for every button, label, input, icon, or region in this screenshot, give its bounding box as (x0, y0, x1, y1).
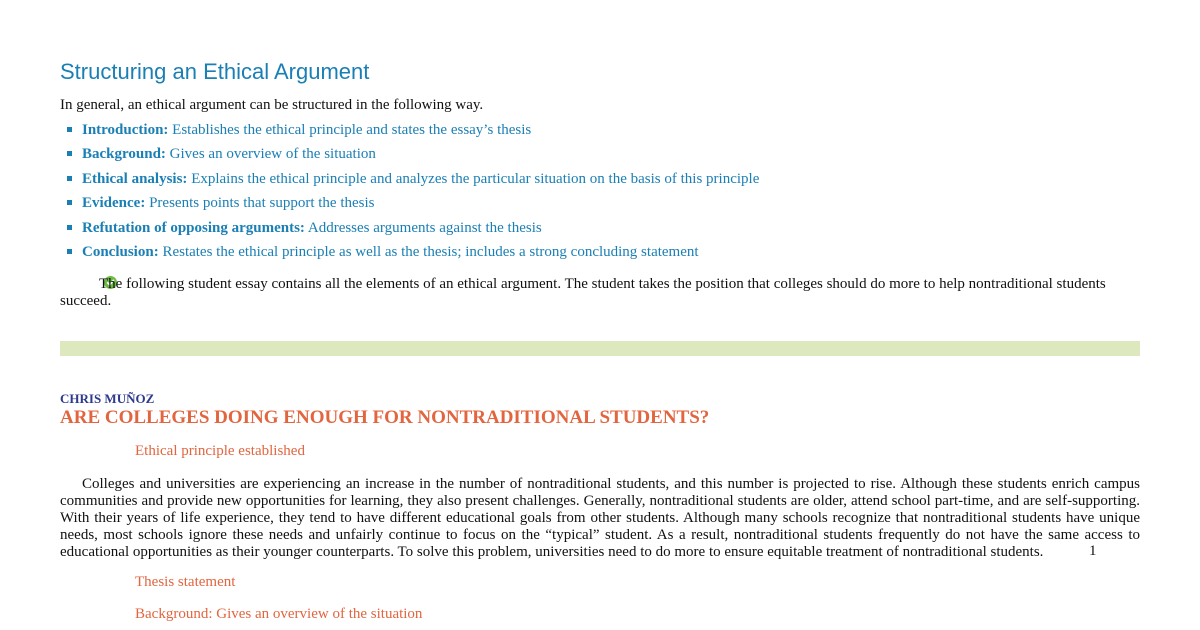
element-term: Ethical analysis: (82, 170, 188, 187)
essay-note (60, 276, 1140, 310)
element-term: Background: (82, 146, 166, 163)
paragraph-number: 1 (1089, 543, 1097, 559)
element-term: Refutation of opposing arguments: (82, 219, 305, 236)
element-description: Establishes the ethical principle and states the essay’s thesis (168, 122, 532, 138)
element-term: Evidence: (82, 195, 146, 212)
bullet-square-icon (67, 151, 72, 156)
essay-paragraph: Colleges and universities are experiencing an increase in the number of nontraditional students, and this number is projected to rise. Although these students enrich campus communities and provide new opportunities for learning, they also present challenges. Generally, nontraditional students are older, attend school part-time, and are self-supporting. With their years of life experience, they tend to have different educational goals from other students. Although many schools recognize that nontraditional students have unique needs, most schools ignore these needs and unfairly continue to focus on the “typical” student. As a result, nontraditional students frequently do not have the same access to educational opportunities as their younger counterparts. To solve this problem, universities need to do more to ensure equitable treatment of nontraditional students. (60, 476, 1140, 560)
bullet-square-icon (67, 200, 72, 205)
element-description: Restates the ethical principle as well as the thesis; includes a strong concluding statement (158, 243, 699, 260)
bullet-square-icon (67, 225, 72, 230)
list-item (60, 218, 759, 242)
element-description: Presents points that support the thesis (145, 195, 375, 212)
section-divider (60, 341, 1140, 356)
list-item (60, 120, 759, 144)
list-item (60, 144, 759, 168)
element-description: Gives an overview of the situation (165, 146, 376, 163)
margin-annotation: Background: Gives an overview of the situation (135, 606, 423, 622)
bullet-square-icon (67, 249, 72, 254)
check-circle-icon (82, 276, 95, 289)
margin-annotation: Thesis statement (135, 574, 236, 590)
bullet-square-icon (67, 127, 72, 132)
list-item (60, 242, 759, 266)
note-text: The following student essay contains all the elements of an ethical argument. The student takes the position that colleges should do more to help nontraditional students succeed. (60, 276, 1106, 309)
element-description: Addresses arguments against the thesis (304, 219, 542, 236)
section-title: Structuring an Ethical Argument (60, 59, 370, 84)
element-description: Explains the ethical principle and analyzes the particular situation on the basis of this principle (187, 170, 760, 187)
margin-annotation: Ethical principle established (135, 443, 305, 459)
essay-author: CHRIS MUÑOZ (60, 391, 155, 406)
element-term: Conclusion: (82, 243, 159, 260)
element-term: Introduction: (82, 122, 169, 138)
essay-title: ARE COLLEGES DOING ENOUGH FOR NONTRADITIONAL STUDENTS? (60, 407, 710, 428)
intro-text: In general, an ethical argument can be structured in the following way. (60, 97, 484, 113)
bullet-square-icon (67, 176, 72, 181)
list-item (60, 193, 759, 217)
list-item (60, 169, 759, 193)
argument-elements-list (60, 120, 759, 266)
